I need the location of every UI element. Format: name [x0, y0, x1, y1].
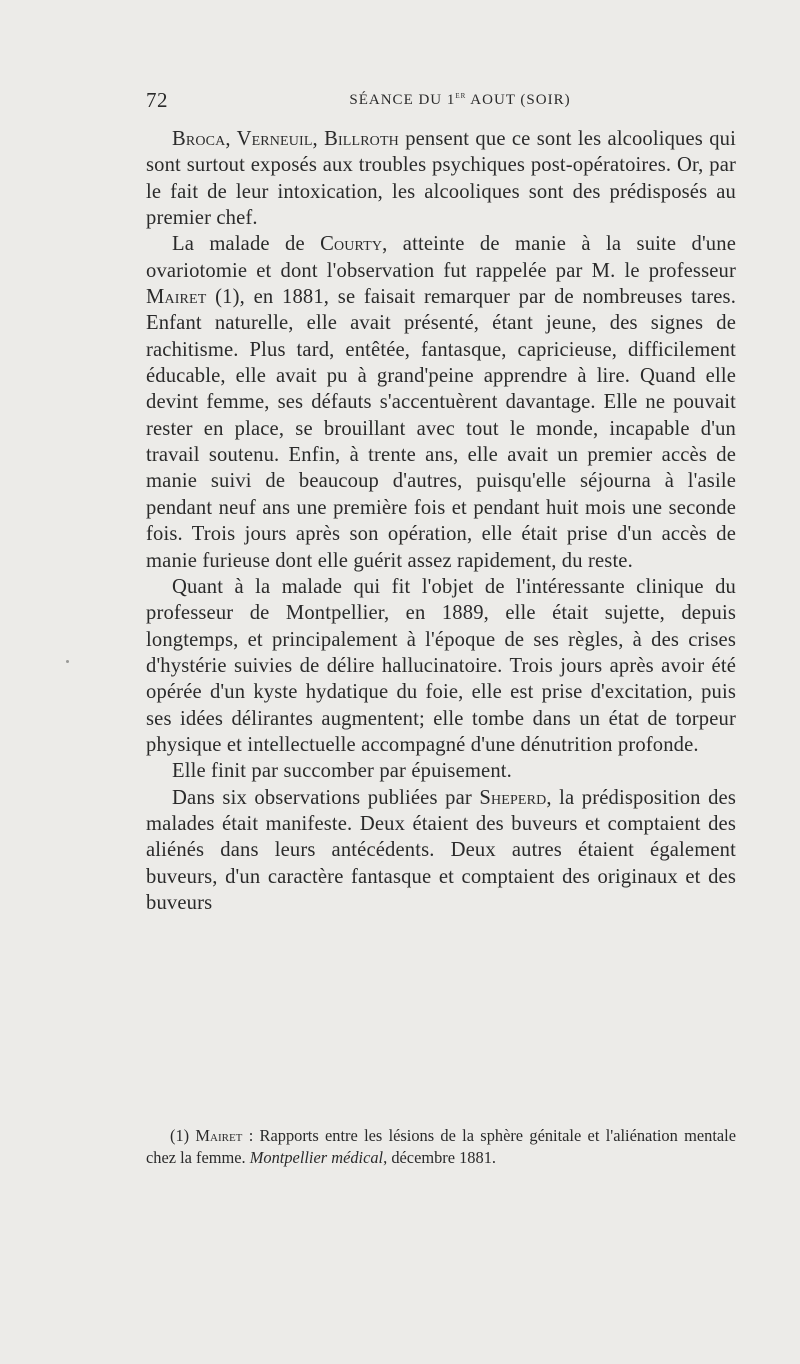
ordinal-suffix: er: [455, 90, 467, 101]
footnote-1: [146, 1125, 736, 1168]
footnote-text-b: , décembre 1881.: [383, 1147, 496, 1167]
footnote-marker: (1): [170, 1126, 196, 1145]
paragraph-4: Elle finit par succomber par épuisement.: [172, 760, 512, 783]
footnote-text-a: : Rapports entre les lésions de la sphère génitale et l'aliénation mentale chez la femme.: [146, 1126, 736, 1167]
footnote-author: Mairet: [195, 1126, 243, 1145]
paragraph-2: [146, 231, 736, 573]
paragraph-2-text-a: , atteinte de manie à la suite d'une ovariotomie et dont l'observation fut rappelée par M. le professeur: [146, 233, 736, 282]
paragraph-3: Quant à la malade qui fit l'objet de l'intéressante clinique du professeur de Montpellier, en 1889, elle était sujette, depuis longtemps, et principalement à l'époque de ses règles, à des crises d'hystérie suivies de délire hallucinatoire. Trois jours après avoir été opérée d'un kyste hydatique du foie, elle est prise d'excitation, puis ses idées délirantes augmentent; elle tombe dans un état de torpeur physique et intellectuelle accompagné d'une dénutrition profonde.: [146, 575, 736, 756]
page-number: 72: [146, 88, 168, 112]
paragraph-5: [146, 785, 736, 917]
paragraph-5-text: , la prédisposition des malades était manifeste. Deux étaient des buveurs et comptaient des aliénés dans leurs antécédents. Deux autres étaient également buveurs, d'un caractère fantasque et comptaient des originaux et des buveurs: [146, 786, 736, 914]
author-name: Sheperd: [479, 786, 547, 809]
paragraph-5-lead: Dans six observations publiées par: [172, 786, 480, 809]
page-header: [146, 88, 734, 118]
footnote-journal: Montpellier médical: [249, 1147, 384, 1167]
author-name: Courty: [320, 233, 383, 256]
scan-speck: [66, 660, 69, 663]
paragraph-2-lead: La malade de: [172, 233, 321, 256]
body-text: [146, 126, 736, 916]
footnotes: [146, 1125, 736, 1168]
running-title: SÉANCE DU 1er AOUT (SOIR): [349, 90, 571, 108]
author-names: Broca, Verneuil, Billroth: [172, 128, 399, 150]
paragraph-1-text: pensent que ce sont les alcooliques qui sont surtout exposés aux troubles psychiques post-opératoires. Or, par le fait de leur intoxication, les alcooliques sont des prédisposés au premier chef.: [146, 128, 736, 230]
paragraph-2-text-b: (1), en 1881, se faisait remarquer par de nombreuses tares. Enfant naturelle, elle avait présenté, étant jeune, des signes de rachitisme. Plus tard, entêtée, fantasque, capricieuse, difficilement éducable, elle avait pu à grand'peine apprendre à lire. Quand elle devint femme, ses défauts s'accentuèrent davantage. Elle ne pouvait rester en place, se brouillant avec tout le monde, incapable d'un travail soutenu. Enfin, à trente ans, elle avait un premier accès de manie suivi de beaucoup d'autres, puisqu'elle séjourna à l'asile pendant neuf ans une première fois et pendant huit mois une seconde fois. Trois jours après son opération, elle était prise d'un accès de manie furieuse dont elle guérit assez rapidement, du reste.: [146, 286, 736, 572]
author-name: Mairet: [146, 286, 207, 309]
paragraph-1: [146, 126, 736, 231]
